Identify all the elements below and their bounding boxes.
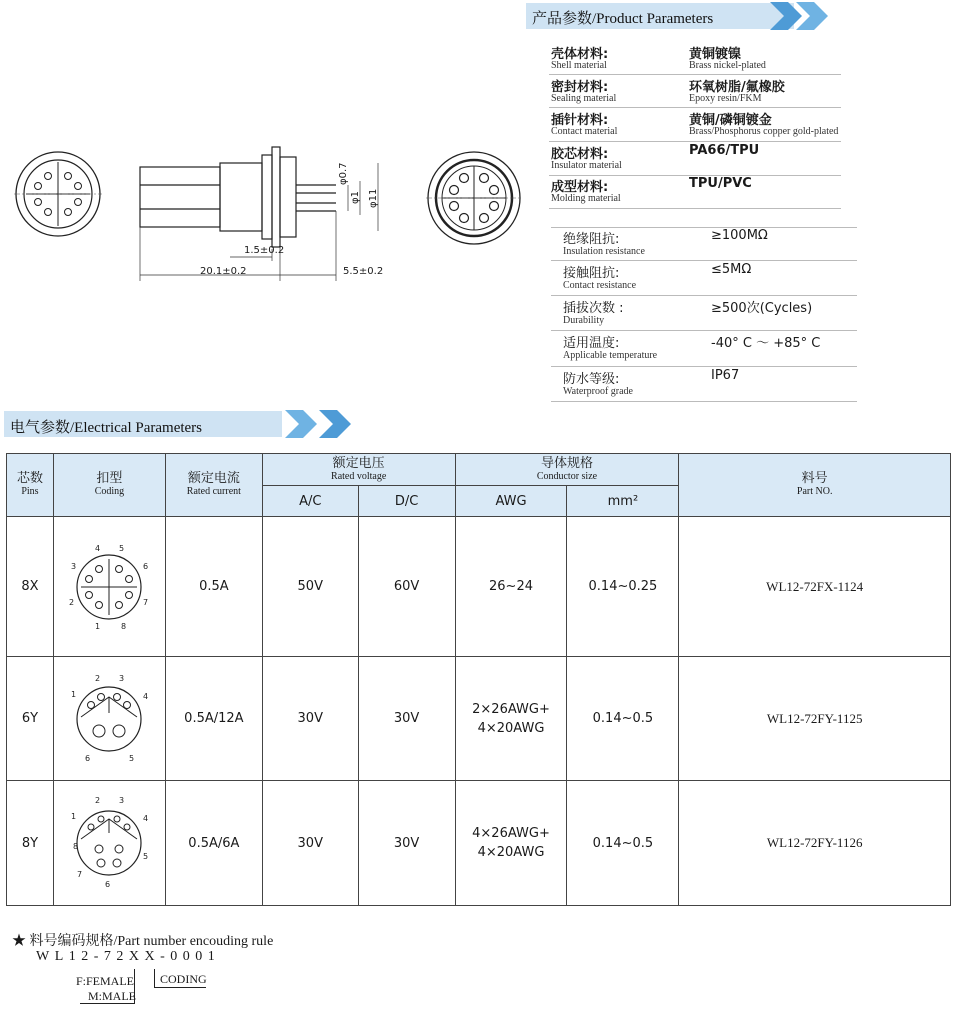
svg-text:2: 2 xyxy=(69,597,75,607)
svg-text:7: 7 xyxy=(143,597,149,607)
dim-flange: 1.5±0.2 xyxy=(244,245,285,256)
part-number: WL12-72FX-1124 xyxy=(679,517,951,657)
svg-text:3: 3 xyxy=(119,673,125,683)
coding-diagram-8x xyxy=(53,517,165,657)
encoding-rule-code: WL12-72XX-0001 xyxy=(36,949,221,964)
encoding-rule-title: ★ 料号编码规格/Part number encouding rule xyxy=(12,934,274,949)
coding-label: CODING xyxy=(160,972,207,986)
svg-text:7: 7 xyxy=(77,870,83,879)
dim-body: φ11 xyxy=(368,188,379,208)
general-row-waterproof: 防水等级: Waterproof grade IP67 xyxy=(551,368,857,402)
coding-underline xyxy=(154,987,206,988)
general-row-temperature: 适用温度: Applicable temperature -40° C ～ +85° C xyxy=(551,332,857,367)
svg-text:3: 3 xyxy=(119,796,125,805)
col-coding: 扣型 Coding xyxy=(53,454,165,517)
dim-overall: 20.1±0.2 xyxy=(200,266,247,277)
dim-pin-dia: φ0.7 xyxy=(338,162,349,185)
svg-text:4: 4 xyxy=(143,814,149,823)
gender-female: F:FEMALE xyxy=(76,974,135,988)
svg-text:8: 8 xyxy=(73,842,79,851)
param-row-molding: 成型材料: Molding material TPU/PVC xyxy=(549,176,841,209)
svg-text:2: 2 xyxy=(95,796,101,805)
rear-view-drawing xyxy=(426,150,522,246)
col-pins: 芯数 Pins xyxy=(7,454,54,517)
col-dc: D/C xyxy=(358,486,455,517)
electrical-table xyxy=(6,453,951,906)
svg-text:4: 4 xyxy=(143,691,149,701)
part-number: WL12-72FY-1125 xyxy=(679,657,951,781)
connector-8y-icon xyxy=(61,793,157,889)
svg-text:6: 6 xyxy=(85,753,91,763)
dim-pins: 5.5±0.2 xyxy=(343,266,384,277)
general-row-durability: 插拔次数 : Durability ≥500次(Cycles) xyxy=(551,297,857,331)
col-ac: A/C xyxy=(262,486,358,517)
svg-text:1: 1 xyxy=(71,812,77,821)
svg-text:6: 6 xyxy=(105,880,111,889)
col-awg: AWG xyxy=(455,486,567,517)
table-row: 6Y 2 3 1 4 6 5 0.5A/12A 30V 30V 2×26AWG+ 4×20AWG 0.14~0.5 WL12-72FY-1125 xyxy=(7,657,951,781)
general-row-insulation: 绝缘阻抗: Insulation resistance ≥100MΩ xyxy=(551,227,857,261)
front-view-drawing xyxy=(14,150,102,238)
table-row: 8Y 2 3 1 4 8 5 7 6 0.5A/6A 30V 30V 4×26AWG+ 4×20AWG 0.14~0.5 WL12-72FY-1126 xyxy=(7,781,951,906)
connector-8x-icon xyxy=(61,537,157,633)
gender-male: M:MALE xyxy=(88,989,136,1003)
svg-text:5: 5 xyxy=(129,753,135,763)
col-voltage: 额定电压 Rated voltage xyxy=(262,454,455,486)
coding-diagram-8y xyxy=(53,781,165,906)
col-part: 料号 Part NO. xyxy=(679,454,951,517)
param-row-shell: 壳体材料: Shell material 黄铜镀镍 Brass nickel-plated xyxy=(549,43,841,75)
electrical-header: 电气参数/Electrical Parameters xyxy=(10,420,203,436)
svg-text:1: 1 xyxy=(71,689,77,699)
general-row-contact: 接触阻抗: Contact resistance ≤5MΩ xyxy=(551,262,857,296)
coding-bracket xyxy=(154,969,155,987)
col-current: 额定电流 Rated current xyxy=(165,454,262,517)
svg-text:5: 5 xyxy=(119,543,125,553)
col-mm2: mm² xyxy=(567,486,679,517)
svg-text:2: 2 xyxy=(95,673,101,683)
svg-text:4: 4 xyxy=(95,543,101,553)
dim-pin-circle: φ1 xyxy=(350,191,361,204)
coding-diagram-6y xyxy=(53,657,165,781)
svg-text:1: 1 xyxy=(95,621,101,631)
svg-text:3: 3 xyxy=(71,561,77,571)
part-number: WL12-72FY-1126 xyxy=(679,781,951,906)
table-row: 8X 4 5 3 6 2 7 1 8 0.5A 50V 60V 26~24 0.14~0.25 WL12-72FX-1124 xyxy=(7,517,951,657)
product-params-header: 产品参数/Product Parameters xyxy=(532,11,714,27)
param-row-contact: 插针材料: Contact material 黄铜/磷铜镀金 Brass/Phosphorus copper gold-plated xyxy=(549,109,841,142)
param-row-sealing: 密封材料: Sealing material 环氧树脂/氟橡胶 Epoxy resin/FKM xyxy=(549,76,841,108)
chevron-right-icon xyxy=(770,2,832,30)
svg-text:6: 6 xyxy=(143,561,149,571)
svg-text:8: 8 xyxy=(121,621,127,631)
svg-text:5: 5 xyxy=(143,852,149,861)
col-conductor: 导体规格 Conductor size xyxy=(455,454,679,486)
chevron-right-icon xyxy=(285,410,355,438)
connector-6y-icon xyxy=(61,669,157,765)
param-row-insulator: 胶芯材料: Insulator material PA66/TPU xyxy=(549,143,841,176)
